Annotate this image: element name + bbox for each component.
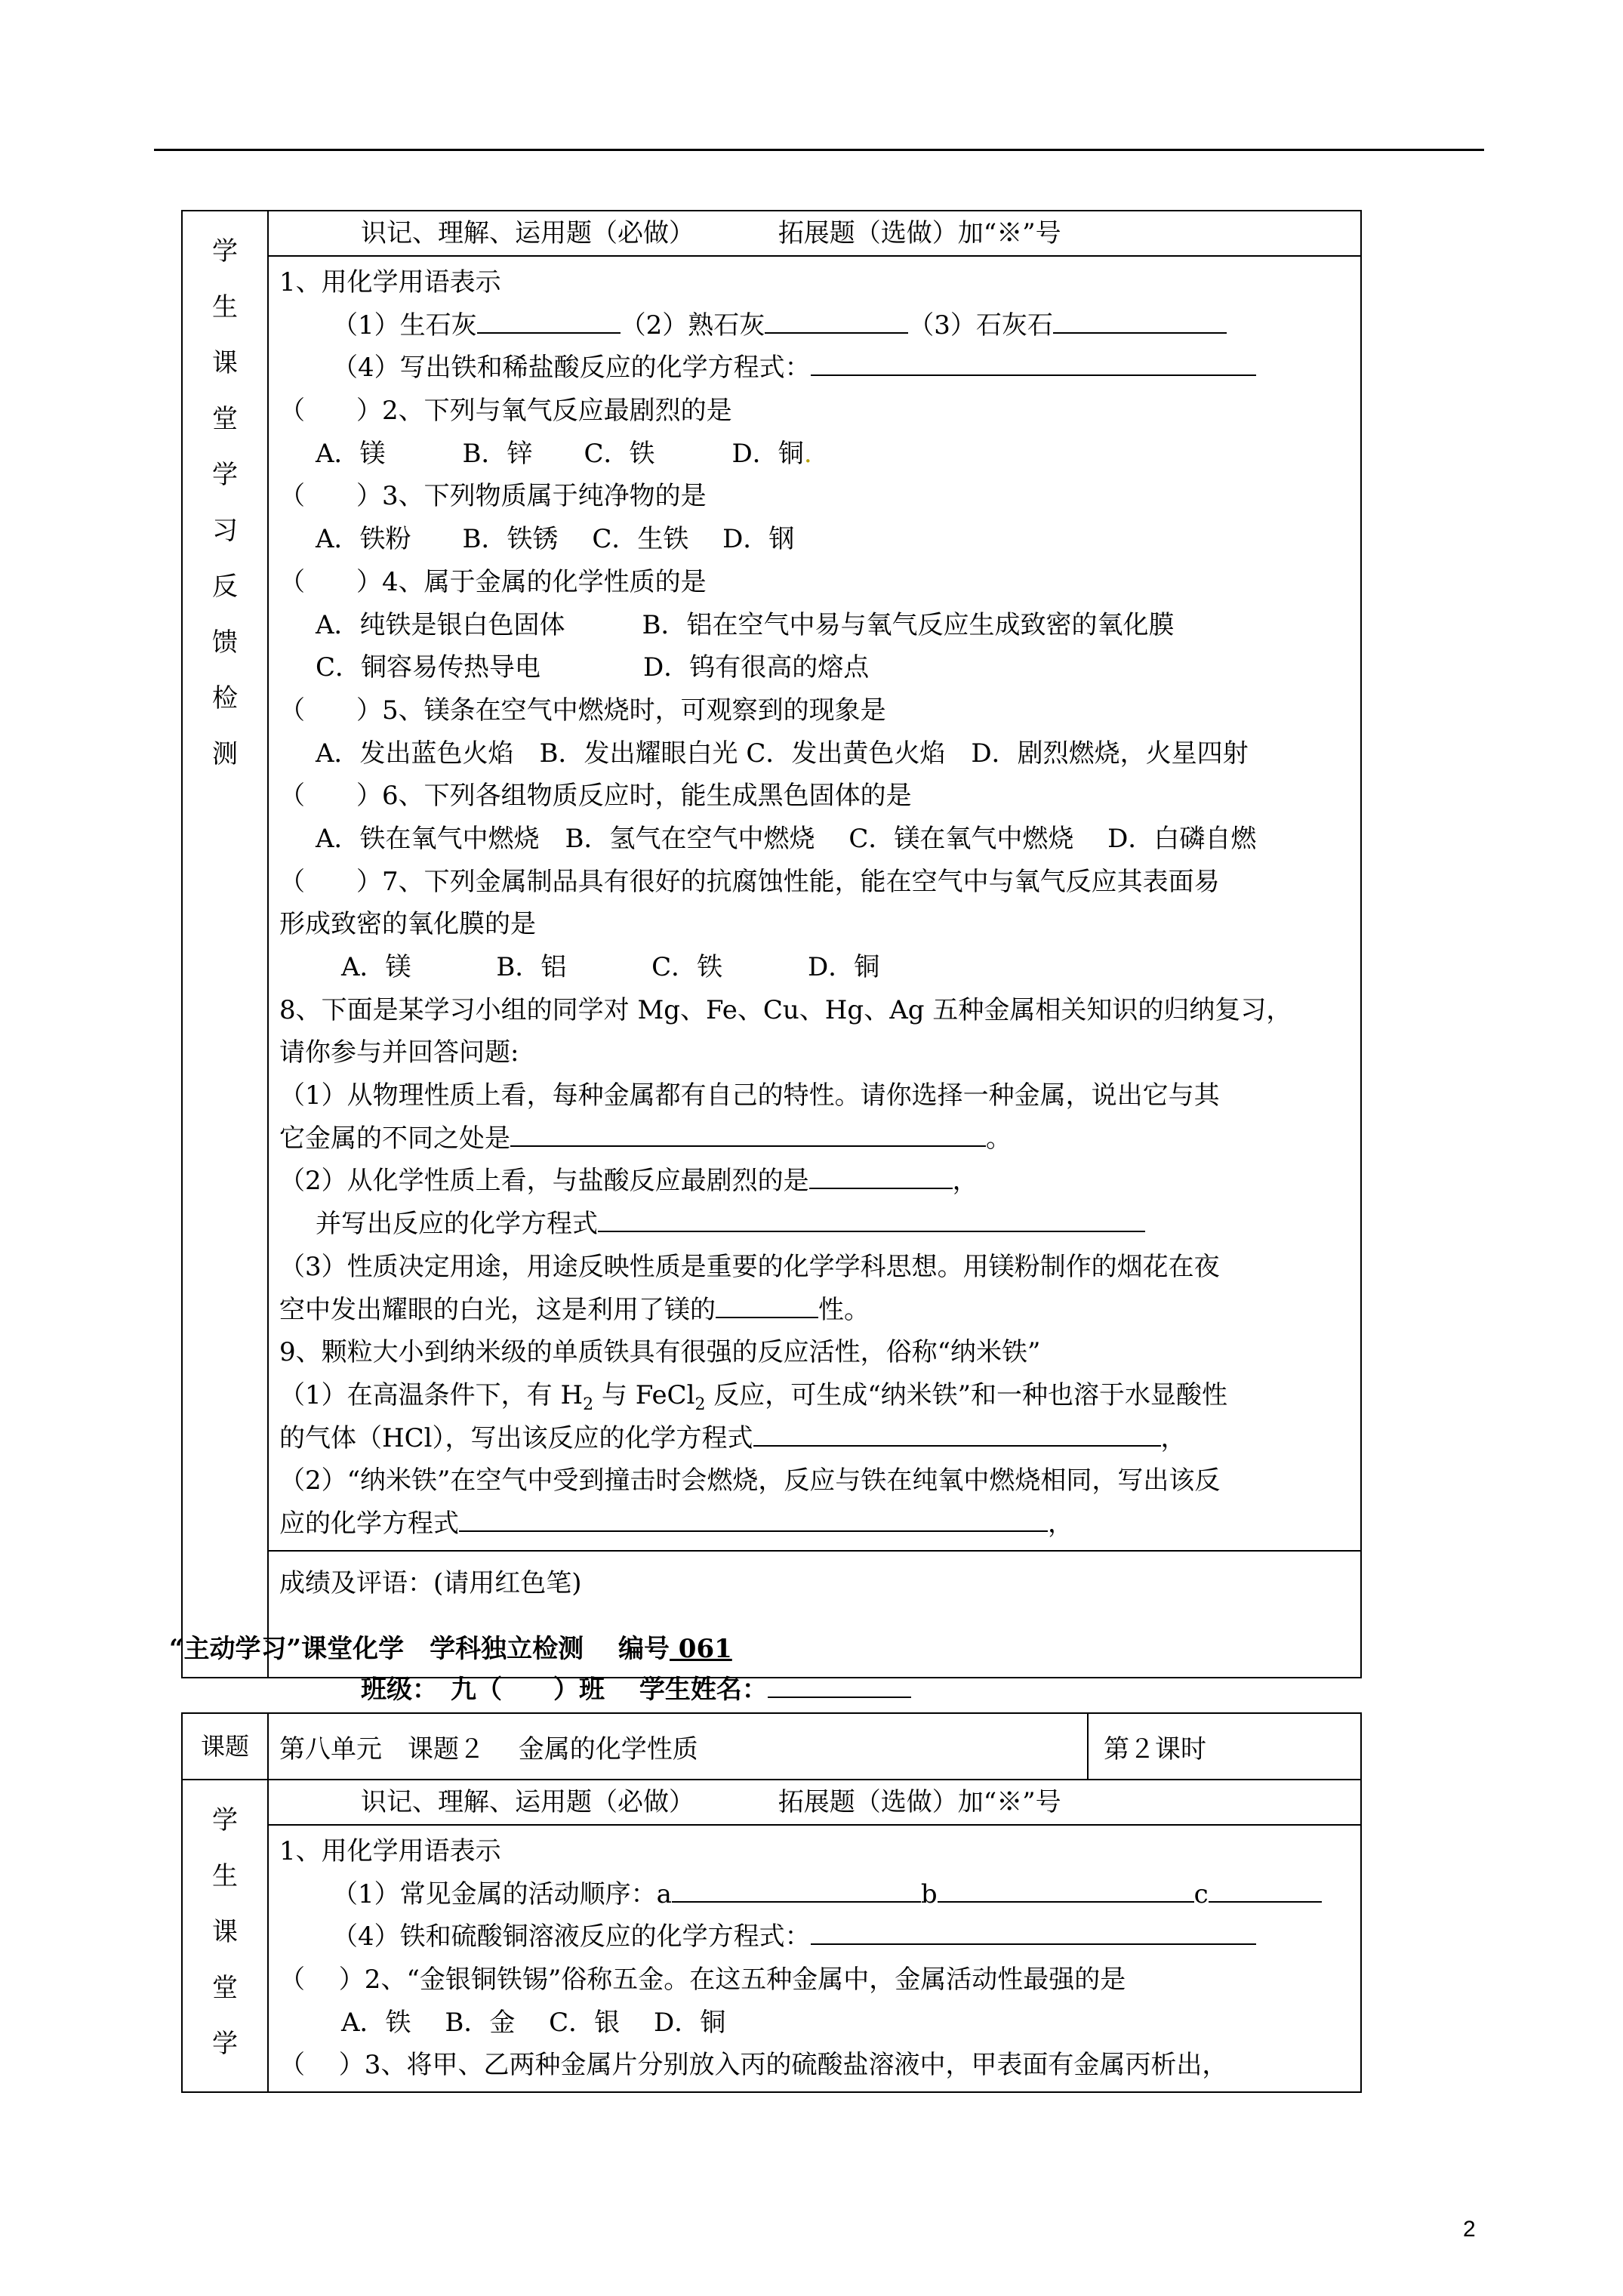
question-line: （1）从物理性质上看，每种金属都有自己的特性。请你选择一种金属，说出它与其 (279, 1080, 1220, 1111)
question-line: 并写出反应的化学方程式 (279, 1203, 1360, 1246)
answer-blank[interactable] (938, 1878, 1194, 1903)
answer-blank[interactable] (672, 1878, 921, 1903)
feedback-test-table (181, 210, 1362, 1678)
side-label-char: 生 (212, 1861, 238, 1891)
side-label-char: 检 (212, 683, 238, 713)
answer-blank[interactable] (1053, 310, 1227, 334)
side-label-char: 堂 (212, 404, 238, 434)
question-line: （ ）3、下列物质属于纯净物的是 (279, 481, 707, 512)
question-line: （ ）2、“金银铜铁锡”俗称五金。在这五种金属中，金属活动性最强的是 (279, 1965, 1126, 1996)
option-line: A．铁粉 B．铁锈 C．生铁 D．钢 (316, 524, 795, 555)
question-line: 请你参与并回答问题: (279, 1037, 519, 1068)
question-type-header (268, 211, 1361, 256)
answer-blank[interactable] (716, 1294, 818, 1318)
answer-blank[interactable] (459, 1508, 1048, 1532)
side-label-char: 生 (212, 292, 238, 322)
question-line: 9、颗粒大小到纳米级的单质铁具有很强的反应活性，俗称“纳米铁” (279, 1337, 1041, 1368)
side-label-char: 馈 (212, 627, 238, 658)
question-line: （1）生石灰 （2）熟石灰 （3）石灰石 (279, 304, 1360, 347)
answer-blank[interactable] (765, 310, 908, 334)
answer-blank[interactable] (510, 1123, 986, 1147)
option-line: A．铁在氧气中燃烧 B．氢气在空气中燃烧 C．镁在氧气中燃烧 D．白磷自燃 (316, 823, 1257, 854)
option-line: A．发出蓝色火焰 B．发出耀眼白光 C．发出黄色火焰 D．剧烈燃烧，火星四射 (316, 738, 1249, 769)
question-line: （ ）3、将甲、乙两种金属片分别放入丙的硫酸盐溶液中，甲表面有金属丙析出， (279, 2050, 1228, 2081)
side-label-char: 学 (212, 1805, 238, 1835)
side-label-column (182, 211, 268, 1678)
question-line: 8、下面是某学习小组的同学对 Mg、Fe、Cu、Hg、Ag 五种金属相关知识的归纳复习， (279, 994, 1292, 1025)
question-line: （ ）6、下列各组物质反应时，能生成黑色固体的是 (279, 781, 912, 812)
class-name-line: 班级： 九（ ）班 学生姓名： (361, 1669, 911, 1706)
extension-label: 拓展题（选做）加“※”号 (778, 218, 1061, 248)
side-label-char: 测 (212, 739, 238, 769)
header-rule (154, 149, 1484, 151)
question-line: （ ）5、镁条在空气中燃烧时，可观察到的现象是 (279, 695, 886, 726)
required-label: 识记、理解、运用题（必做） (361, 218, 694, 248)
score-label: 成绩及评语：(请用红色笔) (279, 1567, 582, 1598)
question-line: 形成致密的氧化膜的是 (279, 909, 536, 940)
required-label: 识记、理解、运用题（必做） (361, 1787, 694, 1817)
side-label-char: 学 (212, 2029, 238, 2059)
extension-label: 拓展题（选做）加“※”号 (778, 1787, 1061, 1817)
question-line: 空中发出耀眼的白光，这是利用了镁的 性。 (279, 1294, 870, 1325)
question-line: （4）写出铁和稀盐酸反应的化学方程式： (279, 347, 1360, 390)
questions-cell (268, 1825, 1361, 2092)
side-label-char: 课 (212, 348, 238, 378)
student-name-blank[interactable] (768, 1674, 911, 1698)
question-line: 它金属的不同之处是 。 (279, 1123, 1012, 1154)
side-label-char: 习 (212, 516, 238, 546)
side-label-char: 学 (212, 460, 238, 490)
answer-blank[interactable] (598, 1208, 1145, 1232)
question-line: （2）“纳米铁”在空气中受到撞击时会燃烧，反应与铁在纯氧中燃烧相同，写出该反 (279, 1465, 1221, 1496)
question-line: 的气体（HCl），写出该反应的化学方程式 ， (279, 1422, 1187, 1453)
question-line: （ ）2、下列与氧气反应最剧烈的是 (279, 396, 732, 427)
answer-blank[interactable] (809, 1165, 953, 1189)
answer-blank[interactable] (477, 310, 621, 334)
option-line: A．铁 B．金 C．银 D．铜 (341, 2007, 726, 2038)
answer-blank[interactable] (811, 1921, 1256, 1945)
side-label-char: 课 (212, 1917, 238, 1947)
question-line: （3）性质决定用途，用途反映性质是重要的化学学科思想。用镁粉制作的烟花在夜 (279, 1251, 1220, 1282)
topic-label: 课题 (182, 1713, 268, 1780)
option-line: A．镁 B．锌 C．铁 D．铜. (316, 438, 812, 469)
side-label-column (182, 1780, 268, 2092)
questions-cell (268, 256, 1361, 1551)
option-line: A．纯铁是银白色固体 B．铝在空气中易与氧气反应生成致密的氧化膜 (316, 609, 1175, 640)
question-line: 1、用化学用语表示 (279, 1836, 501, 1866)
question-line: （ ）4、属于金属的化学性质的是 (279, 566, 707, 597)
question-line: （4）铁和硫酸铜溶液反应的化学方程式： (279, 1915, 1360, 1959)
question-type-header (268, 1780, 1361, 1825)
worksheet-number: 061 (669, 1634, 732, 1664)
side-label-char: 学 (212, 236, 238, 267)
question-line: 应的化学方程式 ， (279, 1508, 1073, 1539)
option-line: A．镁 B．铝 C．铁 D．铜 (341, 952, 880, 982)
question-line: （ ）7、下列金属制品具有很好的抗腐蚀性能，能在空气中与氧气反应其表面易 (279, 866, 1220, 897)
question-line: （1）在高温条件下，有 $H_2$ 与 FeCl$_2$ 反应，可生成“纳米铁”和一种也溶于水显酸性 (279, 1379, 1228, 1414)
side-label-char: 堂 (212, 1973, 238, 2003)
lesson-period: 第２课时 (1088, 1713, 1361, 1780)
page-number: 2 (1463, 2217, 1476, 2242)
worksheet-title: “主动学习”课堂化学 学科独立检测 编号 061 (169, 1634, 732, 1664)
lesson-table (181, 1712, 1362, 2093)
answer-blank[interactable] (811, 352, 1256, 376)
side-label-char: 反 (212, 572, 238, 602)
topic-title: 第八单元 课题２ 金属的化学性质 (268, 1713, 1088, 1780)
answer-blank[interactable] (753, 1422, 1161, 1447)
question-line: （1）常见金属的活动顺序：a b c (279, 1873, 1360, 1916)
question-line: （2）从化学性质上看，与盐酸反应最剧烈的是 ， (279, 1166, 978, 1197)
answer-blank[interactable] (1209, 1878, 1322, 1903)
option-line: C．铜容易传热导电 D．钨有很高的熔点 (316, 652, 870, 683)
question-line: 1、用化学用语表示 (279, 267, 501, 297)
